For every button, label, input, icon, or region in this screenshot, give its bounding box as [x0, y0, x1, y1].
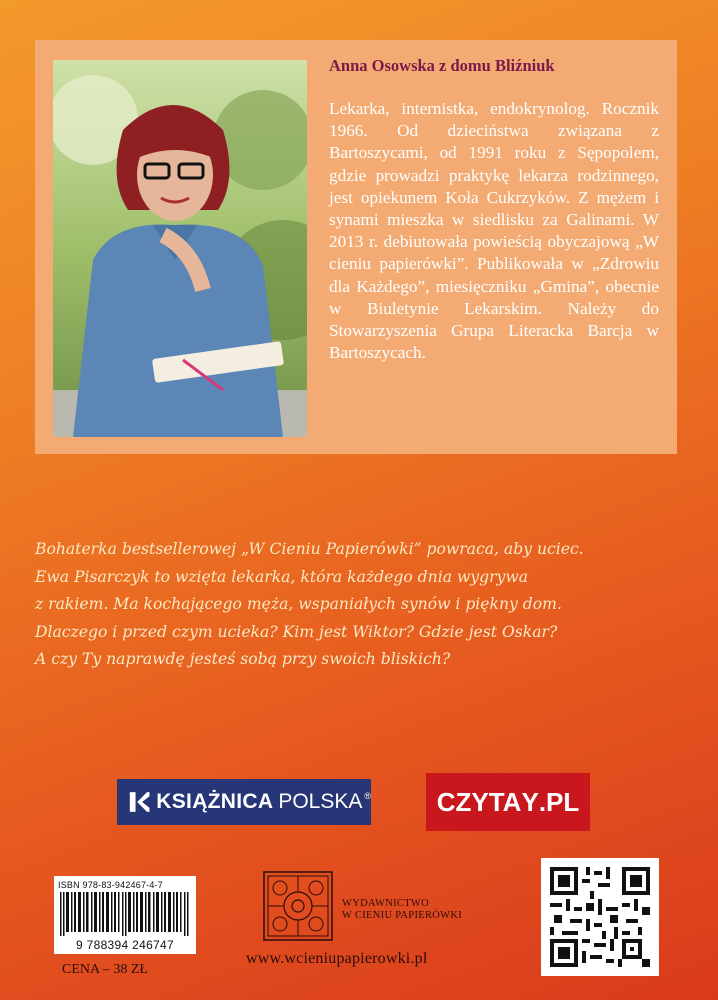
- author-name: Anna Osowska z domu Bliźniuk: [329, 56, 555, 75]
- czytay-logo-text-end: .PL: [538, 786, 580, 817]
- isbn-digits: 9 788394 246747: [76, 938, 174, 952]
- publisher-name-line1: WYDAWNICTWO: [342, 898, 430, 909]
- ksiaznica-polska-logo: [117, 779, 371, 825]
- publisher-website: www.wcieniupapierowki.pl: [246, 950, 428, 967]
- author-bio: Lekarka, internistka, endokrynolog. Rocznik 1966. Od dzieciństwa związana z Bartoszycami, od 1991 roku z Sępopolem, gdzie prowadzi praktykę lekarza rodzinnego, jest opiekunem Koła Cukrzyków. Z mężem i synami mieszka w siedlisku za Galinami. W 2013 r. debiutowała powieścią obyczajową „W cieniu papierówki”. Publikowała w „Zdrowiu dla Każdego”, miesięczniku „Gmina”, obecnie w Biuletynie Lekarskim. Należy do Stowarzyszenia Grupa Literacka Barcja w Bartoszycach.: [329, 99, 659, 363]
- publisher-emblem-icon: [262, 870, 334, 942]
- blurb-line: z rakiem. Ma kochającego męża, wspaniałych synów i piękny dom.: [35, 595, 562, 613]
- qr-code: [541, 858, 659, 976]
- isbn-label: ISBN 978-83-942467-4-7: [58, 880, 163, 890]
- book-blurb: [35, 536, 685, 674]
- czytay-logo-y: Y: [521, 786, 539, 817]
- czytay-logo: [426, 773, 590, 831]
- blurb-line: Ewa Pisarczyk to wzięta lekarka, która każdego dnia wygrywa: [35, 567, 528, 586]
- publisher-name-line2: W CIENIU PAPIERÓWKI: [342, 910, 463, 921]
- publisher-name: [342, 898, 462, 922]
- price-label: CENA – 38 ZŁ: [62, 962, 148, 977]
- registered-mark: ®: [364, 791, 371, 801]
- isbn-barcode: [54, 876, 196, 954]
- blurb-line: A czy Ty naprawdę jesteś sobą przy swoich bliskich?: [35, 650, 451, 668]
- blurb-line: Dlaczego i przed czym ucieka? Kim jest Wiktor? Gdzie jest Oskar?: [35, 622, 558, 641]
- barcode-bars: [60, 892, 190, 936]
- author-photo: [53, 60, 307, 437]
- ksiaznica-logo-text: KSIĄŻNICA: [156, 790, 274, 813]
- ksiaznica-k-icon: [129, 789, 150, 815]
- author-bio-panel: [35, 40, 677, 454]
- polska-logo-text: POLSKA: [278, 790, 363, 813]
- publisher-logo: [262, 870, 522, 940]
- qr-code-icon: [550, 867, 650, 967]
- blurb-line: Bohaterka bestsellerowej „W Cieniu Papierówki” powraca, aby uciec.: [35, 540, 584, 558]
- czytay-logo-text-start: CZYTA: [436, 786, 522, 817]
